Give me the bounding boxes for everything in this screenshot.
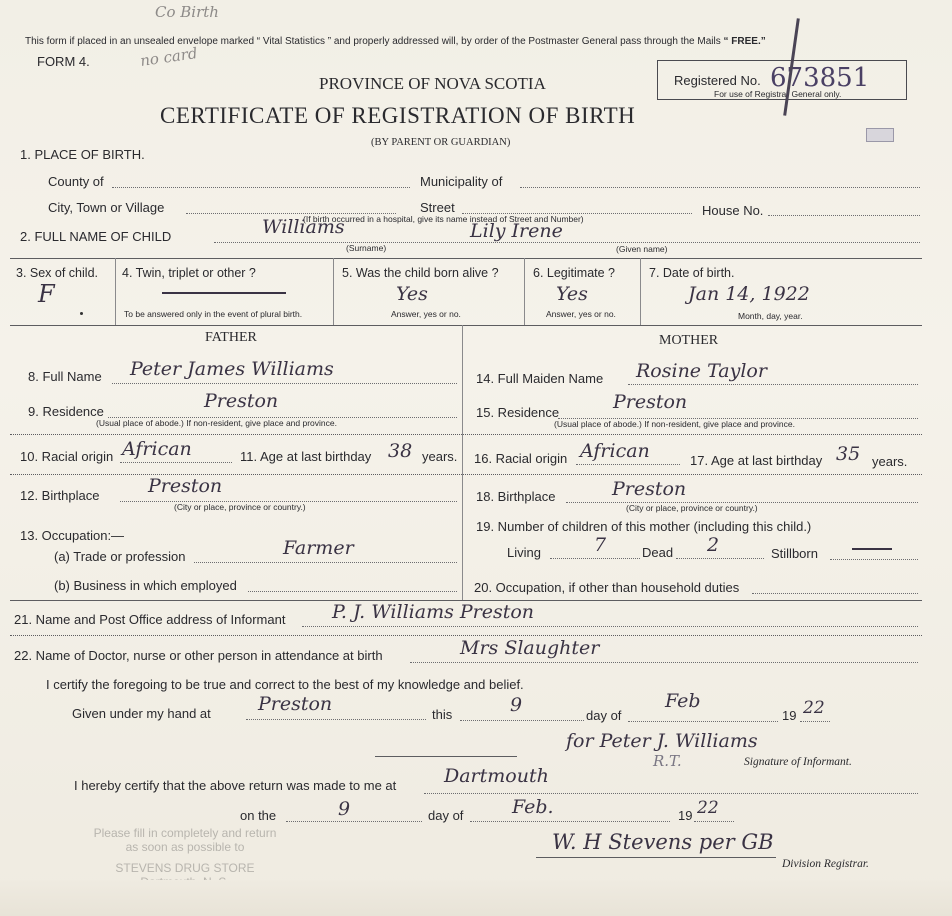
small-stamp-mark [866, 128, 894, 142]
mother-age-years: years. [872, 454, 908, 469]
father-occupation-label: 13. Occupation:— [20, 528, 125, 543]
father-residence-value: Preston [204, 390, 279, 412]
dob-note: Month, day, year. [738, 311, 803, 321]
given-place-line [246, 719, 426, 720]
row3-divider-1 [115, 258, 116, 325]
father-business-line [248, 591, 457, 592]
row3-divider-3 [524, 258, 525, 325]
legitimate-value: Yes [556, 283, 588, 305]
father-birthplace-label: 12. Birthplace [20, 488, 100, 503]
twin-note: To be answered only in the event of plural birth. [124, 309, 303, 319]
alive-label: 5. Was the child born alive ? [342, 266, 499, 280]
street-label: Street [420, 200, 455, 215]
mother-name-line [628, 384, 918, 385]
mother-racial-line [576, 464, 680, 465]
pencil-note-2: no card [139, 44, 199, 70]
reg-month-value: Feb. [512, 796, 554, 818]
informant-line [302, 626, 918, 627]
registered-label: Registered No. [674, 73, 761, 88]
informant-signature: for Peter J. Williams [566, 730, 758, 752]
reg-day-value: 9 [338, 798, 351, 820]
house-number-label: House No. [702, 203, 764, 218]
postal-notice-free: “ FREE.” [723, 36, 766, 47]
father-age-years: years. [422, 449, 458, 464]
mother-dead-line [676, 558, 764, 559]
mother-dead-label: Dead [642, 545, 674, 560]
made-place-value: Dartmouth [444, 765, 549, 787]
municipality-label: Municipality of [420, 174, 503, 189]
mother-occupation-label: 20. Occupation, if other than household duties [474, 580, 740, 595]
father-birthplace-note: (City or place, province or country.) [174, 502, 306, 512]
certificate-title: CERTIFICATE OF REGISTRATION OF BIRTH [160, 103, 636, 128]
row3-bottom-rule [10, 325, 922, 326]
father-age-label: 11. Age at last birthday [240, 449, 372, 464]
reg-year-prefix: 19 [678, 808, 693, 823]
father-heading: FATHER [205, 330, 257, 345]
county-label: County of [48, 174, 104, 189]
mother-residence-note: (Usual place of abode.) If non-resident, give place and province. [554, 419, 795, 429]
father-trade-label: (a) Trade or profession [54, 549, 186, 564]
dot-mark [80, 312, 83, 315]
informant-label: 21. Name and Post Office address of Informant [14, 612, 286, 627]
hereby-text: I hereby certify that the above return was made to me at [74, 778, 397, 793]
mother-birthplace-note: (City or place, province or country.) [626, 503, 758, 513]
mother-living-label: Living [507, 545, 541, 560]
father-business-label: (b) Business in which employed [54, 578, 237, 593]
given-day-value: 9 [510, 694, 523, 716]
child-surname: Williams [262, 216, 345, 238]
county-line [112, 187, 410, 188]
reg-day-of-label: day of [428, 808, 464, 823]
mother-heading: MOTHER [659, 333, 719, 348]
twin-label: 4. Twin, triplet or other ? [122, 266, 256, 280]
given-year-line [800, 721, 830, 722]
row3-divider-4 [640, 258, 641, 325]
blank-signature-line [375, 756, 517, 757]
mother-name-value: Rosine Taylor [636, 360, 767, 382]
alive-note: Answer, yes or no. [391, 309, 461, 319]
place-of-birth-label: 1. PLACE OF BIRTH. [20, 147, 145, 162]
day-of-label: day of [586, 708, 622, 723]
registrar-signature: W. H Stevens per GB [552, 830, 774, 854]
mother-residence-value: Preston [613, 391, 688, 413]
given-day-line [460, 720, 584, 721]
reg-year-value: 22 [697, 798, 719, 818]
house-number-line [768, 215, 920, 216]
twin-dash [162, 292, 286, 294]
sex-value: F [38, 280, 55, 308]
stillborn-dash [852, 548, 892, 550]
doctor-value: Mrs Slaughter [460, 637, 600, 659]
mother-age-value: 35 [836, 443, 861, 465]
row3-divider-2 [333, 258, 334, 325]
given-name-caption: (Given name) [616, 244, 668, 254]
mother-children-label: 19. Number of children of this mother (including this child.) [476, 519, 812, 534]
dob-value: Jan 14, 1922 [688, 283, 810, 305]
postal-notice-text: This form if placed in an unsealed envelope marked “ Vital Statistics ” and properly addressed will, by order of the Postmaster General pass through the Mails [25, 36, 721, 47]
municipality-line [520, 187, 920, 188]
mother-birthplace-value: Preston [612, 478, 687, 500]
full-name-line [214, 242, 920, 243]
reg-month-line [470, 821, 670, 822]
given-place-value: Preston [258, 693, 333, 715]
legitimate-note: Answer, yes or no. [546, 309, 616, 319]
mother-racial-value: African [580, 440, 650, 462]
mother-living-value: 7 [594, 534, 607, 556]
father-racial-line [120, 462, 232, 463]
mother-dead-value: 2 [707, 534, 720, 556]
province-heading: PROVINCE OF NOVA SCOTIA [319, 74, 546, 93]
alive-value: Yes [396, 283, 428, 305]
given-month-value: Feb [665, 690, 701, 712]
mother-birthplace-label: 18. Birthplace [476, 489, 556, 504]
informant-initials: R.T. [653, 752, 682, 770]
child-given-name: Lily Irene [470, 220, 563, 242]
made-place-line [424, 793, 918, 794]
father-age-value: 38 [388, 440, 413, 462]
mother-age-label: 17. Age at last birthday [690, 453, 823, 468]
legitimate-label: 6. Legitimate ? [533, 266, 615, 280]
father-racial-label: 10. Racial origin [20, 449, 114, 464]
stamp-line-3: STEVENS DRUG STORE [115, 861, 255, 875]
center-divider [462, 325, 463, 600]
mother-name-label: 14. Full Maiden Name [476, 371, 604, 386]
given-under-label: Given under my hand at [72, 706, 211, 721]
on-the-label: on the [240, 808, 277, 823]
postal-notice [25, 36, 766, 47]
mother-racial-label: 16. Racial origin [474, 451, 568, 466]
this-label: this [432, 707, 453, 722]
given-month-line [628, 721, 778, 722]
doctor-label: 22. Name of Doctor, nurse or other person in attendance at birth [14, 648, 383, 663]
surname-caption: (Surname) [346, 243, 387, 253]
form-number: FORM 4. [37, 54, 90, 69]
father-residence-label: 9. Residence [28, 404, 104, 419]
father-racial-value: African [122, 438, 192, 460]
father-name-label: 8. Full Name [28, 369, 102, 384]
given-year-value: 22 [803, 698, 825, 718]
mother-living-line [550, 558, 640, 559]
page-bottom-margin [0, 880, 952, 916]
pencil-note-1: Co Birth [155, 3, 219, 21]
certificate-subtitle: (BY PARENT OR GUARDIAN) [371, 137, 511, 148]
registered-box [657, 60, 907, 100]
registrar-caption: Division Registrar. [782, 858, 869, 870]
given-year-prefix: 19 [782, 708, 797, 723]
father-birthplace-value: Preston [148, 475, 223, 497]
registered-note: For use of Registrar General only. [714, 89, 842, 99]
sex-label: 3. Sex of child. [16, 266, 98, 280]
registrar-line [536, 857, 776, 858]
registered-number: 673851 [770, 63, 870, 93]
hospital-note: (If birth occurred in a hospital, give its name instead of Street and Number) [303, 214, 584, 224]
reg-day-line [286, 821, 422, 822]
mother-stillborn-label: Stillborn [771, 546, 818, 561]
mother-stillborn-line [830, 559, 918, 560]
informant-rule [10, 635, 922, 636]
row3-top-rule [10, 258, 922, 259]
father-name-value: Peter James Williams [130, 358, 334, 380]
certify-text: I certify the foregoing to be true and correct to the best of my knowledge and belief. [46, 677, 524, 692]
father-trade-value: Farmer [283, 537, 354, 559]
stamp-line-2: as soon as possible to [125, 840, 245, 854]
city-label: City, Town or Village [48, 200, 165, 215]
stamp-line-1: Please fill in completely and return [93, 826, 277, 840]
mother-occupation-line [752, 593, 918, 594]
informant-value: P. J. Williams Preston [332, 601, 535, 623]
signature-caption: Signature of Informant. [744, 756, 852, 768]
full-name-label: 2. FULL NAME OF CHILD [20, 229, 172, 244]
reg-year-line [694, 821, 734, 822]
father-residence-note: (Usual place of abode.) If non-resident, give place and province. [96, 418, 337, 428]
mother-residence-label: 15. Residence [476, 405, 560, 420]
father-name-line [112, 383, 457, 384]
doctor-line [410, 662, 918, 663]
father-trade-line [194, 562, 457, 563]
dob-label: 7. Date of birth. [649, 266, 735, 280]
racial-rule [10, 474, 922, 475]
residence-rule [10, 434, 922, 435]
